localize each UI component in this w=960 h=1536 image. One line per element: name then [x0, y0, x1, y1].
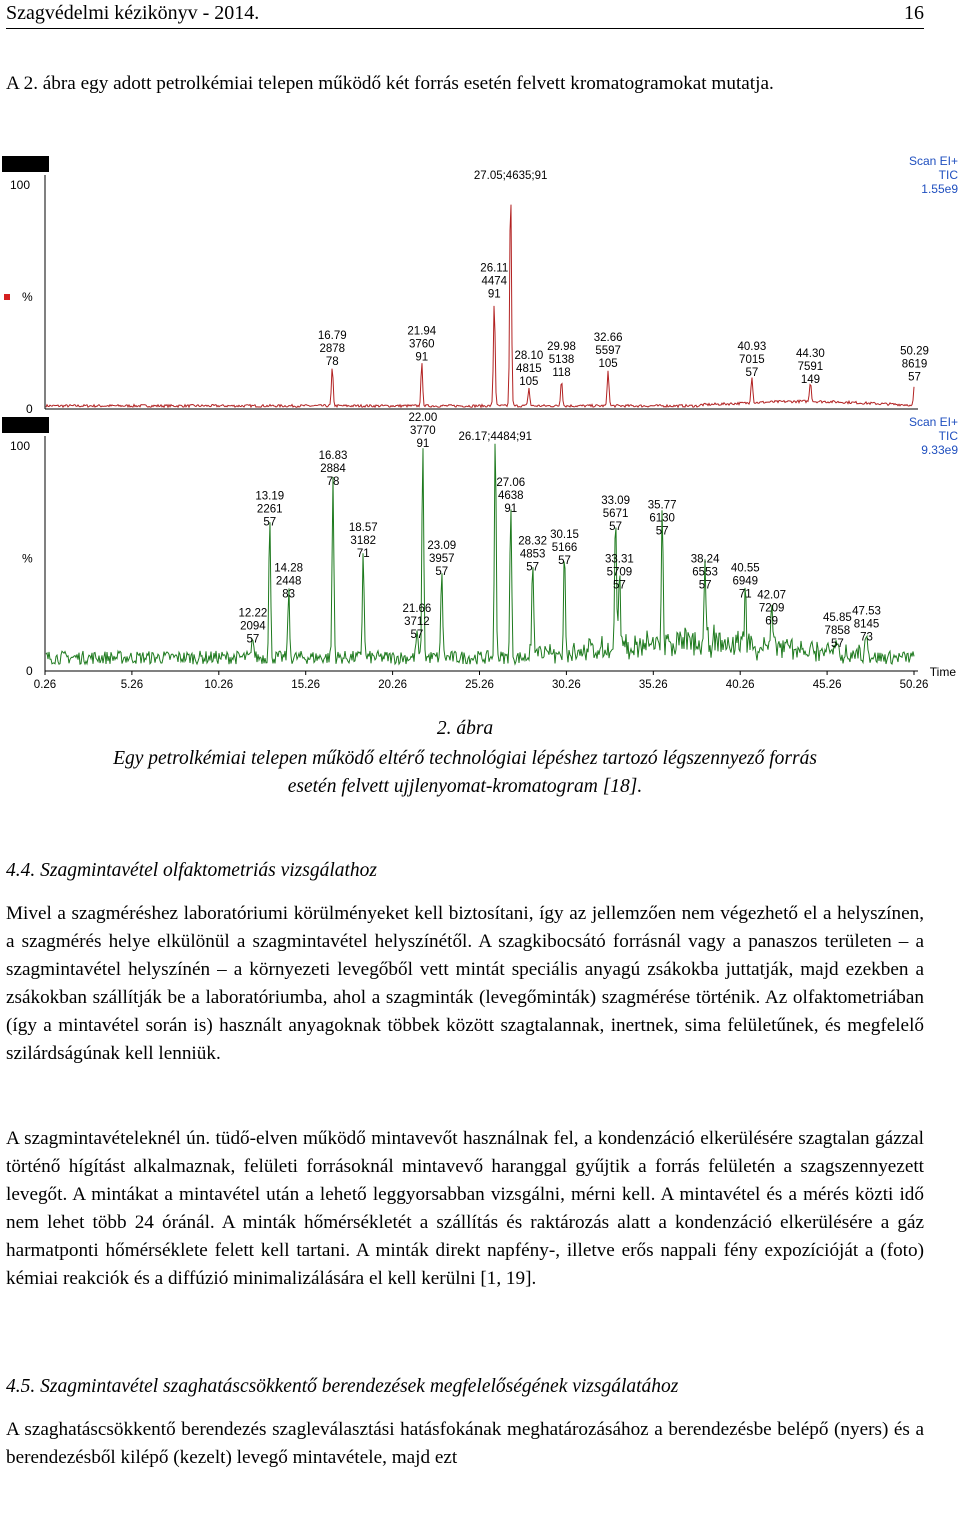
x-tick-label: 35.26 [638, 679, 668, 691]
y-tick-label: 100 [10, 439, 31, 453]
peak-label: 3770 [410, 424, 436, 437]
peak-label: 50.29 [900, 345, 929, 358]
peak-label: 5166 [551, 541, 578, 554]
figure-caption-number: 2. ábra [436, 718, 494, 739]
scan-info-label: 9.33e9 [921, 443, 958, 457]
peak-label: 91 [416, 437, 430, 450]
peak-label: 73 [860, 631, 873, 644]
peak-label: 29.98 [547, 341, 576, 354]
scan-info-label: Scan EI+ [908, 154, 958, 168]
peak-label: 44.30 [796, 347, 825, 360]
peak-label: 2884 [320, 463, 346, 475]
peak-label: 78 [325, 355, 339, 368]
x-axis-label: Time [929, 665, 956, 679]
peak-label: 57 [609, 521, 622, 533]
peak-label: 105 [519, 376, 539, 389]
peak-label: 2094 [240, 620, 266, 633]
header-title: Szagvédelmi kézikönyv - 2014. [6, 2, 260, 24]
peak-label: 91 [504, 503, 518, 515]
x-tick-label: 30.26 [552, 679, 581, 691]
peak-label: 57 [830, 638, 844, 650]
peak-label: 2448 [275, 575, 302, 588]
peak-label: 91 [487, 288, 501, 301]
peak-label: 26.17;4484;91 [458, 431, 533, 443]
scan-info-label: TIC [938, 168, 958, 182]
peak-label: 21.94 [407, 325, 437, 338]
section-4-4-paragraph-1: Mivel a szagméréshez laboratóriumi körülményeket kell biztosítani, így az jellemzően nem végezhető el a helyszínen, a szagmérés helye elkülönül a szagmintavétel helyszínétől. A szagkibocsátó forrásnál vagy a panaszos területen – a szagmintavétel helyszínén – a környezeti levegőből vett mintát speciális anyagú zsákokba juttatják, majd ezekben a zsákokban szállítják be a laboratóriumba, ahol a szagminták (levegőminták) szagmérése történik. Az olfaktometriában (így a mintavétel során is) használt anyagoknak többek között szagtalannak, inertnek, sima felületűnek, és megfelelő szilárdságúnak kell lenniük. [6, 903, 924, 1064]
peak-label: 6949 [732, 575, 759, 588]
peak-label: 78 [326, 476, 340, 488]
peak-label: 57 [908, 371, 921, 384]
peak-label: 57 [558, 554, 571, 567]
scan-info-label: TIC [938, 429, 958, 443]
peak-label: 32.66 [593, 332, 623, 345]
chromatogram-chart [0, 150, 960, 700]
y-tick-label: 100 [10, 178, 31, 192]
peak-label: 57 [526, 561, 540, 574]
panel-marker-block [2, 156, 49, 172]
peak-label: 8619 [901, 358, 928, 371]
peak-label: 28.10 [514, 350, 544, 363]
section-4-5-paragraph-1: A szaghatáscsökkentő berendezés szagleválasztási hatásfokának meghatározásához a berendezésbe belépő (nyers) és a berendezésből kilépő (kezelt) levegő mintavétele, majd ezt [6, 1419, 924, 1468]
peak-label: 4474 [481, 275, 508, 288]
chromatogram-trace [46, 444, 914, 664]
x-tick-label: 50.26 [899, 679, 929, 691]
scan-info-label: 1.55e9 [921, 182, 958, 196]
peak-label: 5138 [548, 354, 575, 367]
peak-label: 118 [552, 367, 571, 380]
peak-label: 33.09 [601, 495, 630, 507]
peak-label: 5709 [606, 566, 633, 579]
peak-label: 57 [655, 525, 669, 538]
peak-label: 7858 [824, 625, 851, 637]
peak-label: 57 [246, 633, 260, 646]
peak-label: 47.53 [852, 605, 881, 618]
chromatogram-trace [46, 205, 914, 408]
x-tick-label: 25.26 [465, 679, 494, 691]
peak-label: 38.24 [690, 553, 720, 566]
peak-label: 33.31 [605, 553, 634, 566]
x-tick-label: 40.26 [725, 679, 755, 691]
x-tick-label: 20.26 [378, 679, 407, 691]
figure-caption-line2: esetén felvett ujjlenyomat-kromatogram [18]. [287, 776, 643, 797]
peak-label: 57 [263, 516, 277, 529]
figure-caption-line1: Egy petrolkémiai telepen működő eltérő technológiai lépéshez tartozó légszennyező forrás [113, 748, 817, 769]
peak-label: 57 [410, 629, 424, 641]
chromatogram-figure [0, 150, 960, 700]
peak-label: 3712 [404, 616, 430, 628]
peak-label: 30.15 [550, 528, 579, 541]
page-header [6, 2, 924, 29]
x-tick-label: 10.26 [204, 679, 234, 691]
peak-label: 57 [745, 367, 759, 380]
peak-label: 45.85 [822, 612, 852, 624]
peak-label: 27.05;4635;91 [473, 170, 548, 182]
peak-label: 28.32 [518, 535, 548, 548]
x-tick-label: 45.26 [812, 679, 842, 691]
peak-label: 2261 [256, 503, 283, 516]
y-tick-label: % [22, 290, 33, 304]
peak-label: 149 [800, 373, 821, 386]
red-marker-square [4, 294, 10, 300]
peak-label: 6130 [649, 512, 675, 525]
section-heading-4-5: 4.5. Szagmintavétel szaghatáscsökkentő berendezések megfelelőségének vizsgálatához [6, 1376, 679, 1397]
peak-label: 42.07 [757, 589, 787, 602]
peak-label: 16.83 [318, 450, 348, 462]
panel-marker-block [2, 417, 49, 433]
peak-label: 16.79 [317, 329, 347, 342]
peak-label: 71 [738, 588, 752, 601]
peak-label: 3957 [428, 553, 455, 565]
peak-label: 40.55 [730, 562, 760, 575]
y-tick-label: 0 [26, 402, 33, 416]
peak-label: 13.19 [255, 490, 285, 503]
peak-label: 4853 [519, 548, 546, 561]
peak-label: 4638 [497, 490, 524, 502]
peak-label: 21.66 [402, 603, 432, 615]
y-tick-label: 0 [26, 664, 33, 678]
peak-label: 6553 [692, 566, 718, 579]
scan-info-label: Scan EI+ [908, 415, 958, 429]
peak-label: 71 [356, 548, 370, 560]
peak-label: 18.57 [348, 522, 378, 534]
intro-paragraph: A 2. ábra egy adott petrolkémiai telepen működő két forrás esetén felvett kromatogramokat mutatja. [6, 73, 774, 94]
section-heading-4-4: 4.4. Szagmintavétel olfaktometriás vizsgálathoz [6, 860, 378, 881]
peak-label: 8145 [853, 618, 880, 631]
peak-label: 4815 [516, 363, 542, 376]
peak-label: 3760 [409, 338, 435, 351]
peak-label: 7209 [758, 602, 785, 615]
peak-label: 57 [698, 579, 712, 592]
peak-label: 7591 [797, 360, 824, 373]
peak-label: 91 [415, 351, 429, 364]
peak-label: 27.06 [496, 477, 526, 489]
x-tick-label: 5.26 [120, 679, 144, 691]
peak-label: 105 [598, 358, 618, 371]
section-4-4-paragraph-2: A szagmintavételeknél ún. tüdő-elven működő mintavevőt használnak fel, a kondenzáció elkerülésére szagtalan gázzal történő hígítást alkalmaznak, felületi forrásoknál mintavevő haranggal gyűjtik a forrás felületén a szagszennyezett levegőt. A mintákat a mintavétel után a lehető leggyorsabban vizsgálni, mérni kell. A mintavétel és a mérés közti idő nem lehet több 24 óránál. A minták hőmérsékletét a szállítás és raktározás alatt a kondenzáció elkerülésére a gáz harmatponti hőmérséklete felett kell tartani. A minták direkt napfény-, illetve erős nappali fény expozícióját a (foto) kémiai reakciók és a diffúzió minimalizálására el kell kerülni [1, 19]. [6, 1128, 924, 1289]
peak-label: 3182 [350, 535, 377, 547]
peak-label: 23.09 [427, 540, 457, 552]
peak-label: 5597 [595, 345, 621, 358]
peak-label: 69 [765, 615, 779, 628]
peak-label: 83 [282, 588, 296, 601]
peak-label: 7015 [739, 354, 765, 367]
peak-label: 26.11 [480, 262, 509, 275]
peak-label: 14.28 [274, 562, 304, 575]
peak-label: 57 [613, 579, 626, 592]
page-number: 16 [904, 2, 924, 24]
y-tick-label: % [22, 551, 33, 566]
x-tick-label: 0.26 [33, 679, 57, 691]
peak-label: 2878 [319, 342, 346, 355]
peak-label: 22.00 [408, 411, 438, 424]
peak-label: 12.22 [238, 607, 268, 620]
peak-label: 5671 [602, 508, 629, 520]
x-tick-label: 15.26 [291, 679, 321, 691]
peak-label: 40.93 [737, 341, 767, 354]
peak-label: 35.77 [647, 499, 677, 512]
peak-label: 57 [435, 566, 449, 578]
